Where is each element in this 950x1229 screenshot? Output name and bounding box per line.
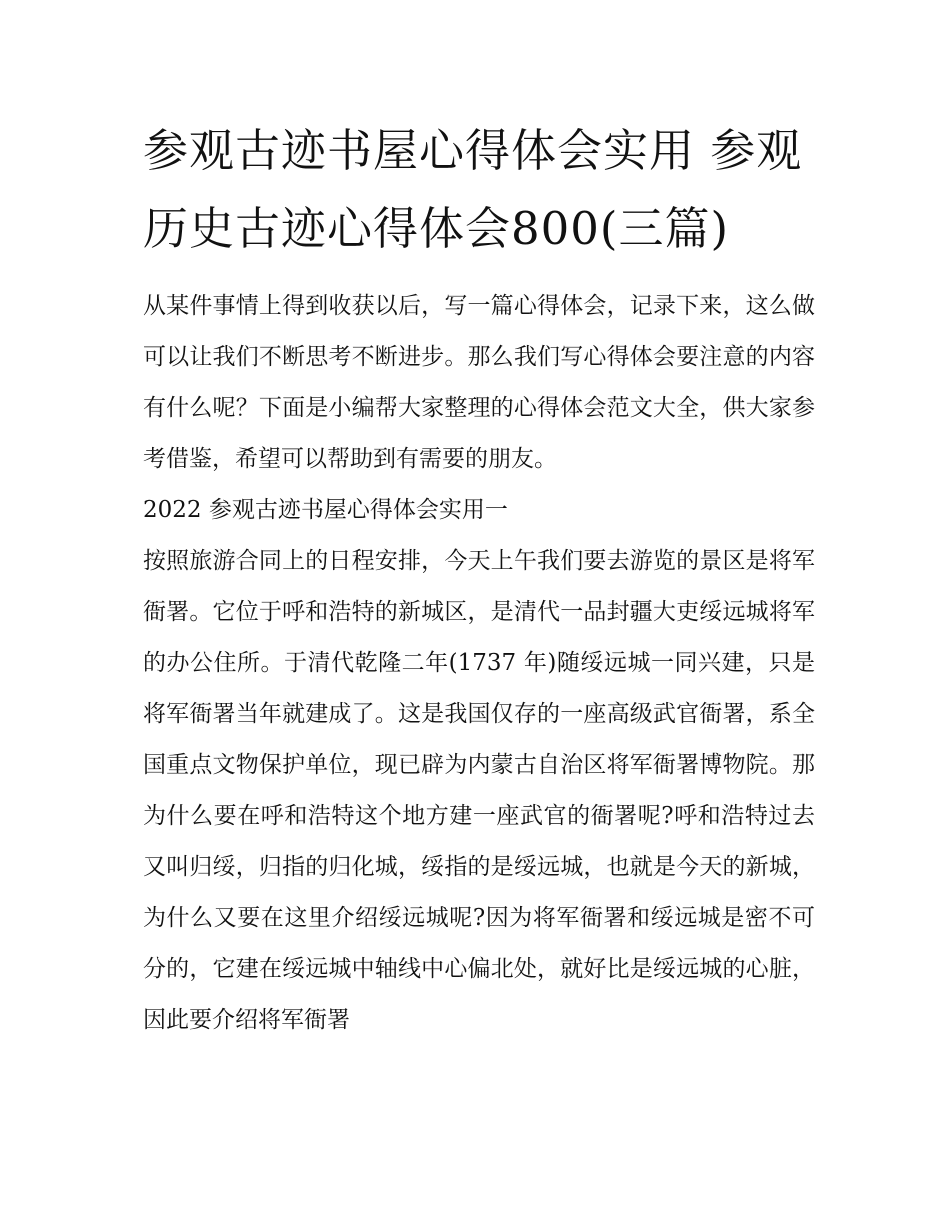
body-paragraph: 按照旅游合同上的日程安排，今天上午我们要去游览的景区是将军衙署。它位于呼和浩特的新城区，是清代一品封疆大吏绥远城将军的办公住所。于清代乾隆二年(1737 年)随绥远城一同兴建，只是将军衙署当年就建成了。这是我国仅存的一座高级武官衙署，系全国重点文物保护单位，现已辟为内蒙古自治区将军衙署博物院。那为什么要在呼和浩特这个地方建一座武官的衙署呢?呼和浩特过去又叫归绥，归指的归化城，绥指的是绥远城，也就是今天的新城，为什么又要在这里介绍绥远城呢?因为将军衙署和绥远城是密不可分的，它建在绥远城中轴线中心偏北处，就好比是绥远城的心脏，因此要介绍将军衙署 — [143, 548, 815, 1033]
intro-paragraph: 从某件事情上得到收获以后，写一篇心得体会，记录下来，这么做可以让我们不断思考不断进步。那么我们写心得体会要注意的内容有什么呢？下面是小编帮大家整理的心得体会范文大全，供大家参考借鉴，希望可以帮助到有需要的朋友。 — [143, 293, 815, 472]
document-page — [143, 112, 815, 1046]
document-title: 参观古迹书屋心得体会实用 参观历史古迹心得体会800(三篇) — [143, 124, 803, 255]
section-heading: 2022 参观古迹书屋心得体会实用一 — [143, 497, 508, 523]
